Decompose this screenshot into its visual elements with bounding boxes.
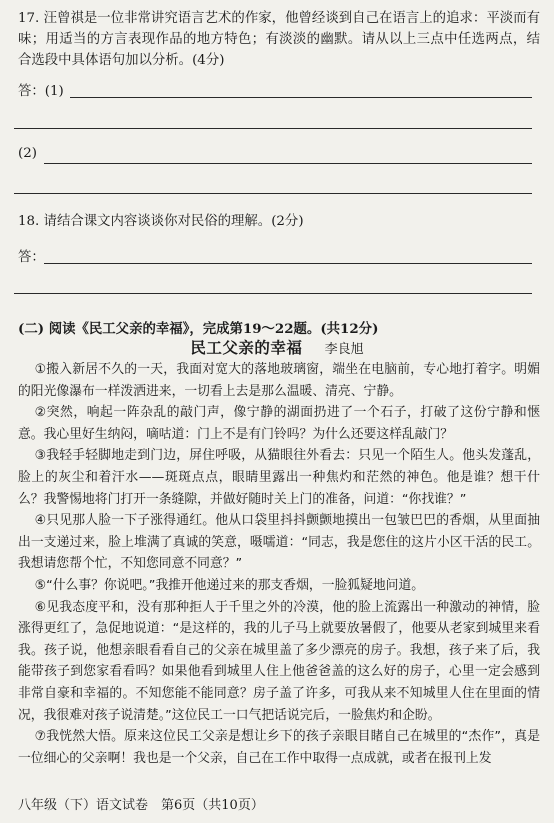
- answer-line: [14, 293, 532, 294]
- paragraph-7: ⑦我恍然大悟。原来这位民工父亲是想让乡下的孩子亲眼目睹自己在城里的“杰作”，真是一位细心的父亲啊！我也是一个父亲，自己在工作中取得一点成就，或者在报刊上发: [18, 729, 540, 766]
- answer-line: [44, 263, 532, 264]
- question-18: 18. 请结合课文内容谈谈你对民俗的理解。(2分): [18, 214, 304, 229]
- answer-label-17-2: (2): [18, 146, 37, 161]
- article-title-row: [0, 336, 554, 358]
- answer-label-17-1: 答：(1): [18, 84, 64, 99]
- answer-label-18: 答：: [18, 250, 45, 265]
- paragraph-2: ②突然，响起一阵杂乱的敲门声，像宁静的湖面扔进了一个石子，打破了这份宁静和惬意。我心里好生纳闷，嘀咕道：门上不是有门铃吗？为什么还要这样乱敲门？: [18, 405, 540, 442]
- answer-line: [70, 97, 532, 98]
- answer-row-17-2: [18, 146, 532, 166]
- page-footer: 八年级（下）语文试卷 第6页（共10页）: [18, 798, 264, 813]
- paragraph-1: ①搬入新居不久的一天，我面对宽大的落地玻璃窗，端坐在电脑前，专心地打着字。明媚的阳光像瀑布一样泼洒进来，一切看上去是那么温暖、清亮、宁静。: [18, 362, 540, 399]
- answer-line: [44, 163, 532, 164]
- paragraph-4: ④只见那人脸一下子涨得通红。他从口袋里抖抖颤颤地摸出一包皱巴巴的香烟，从里面抽出一支递过来，脸上堆满了真诚的笑意，嗫嚅道：“同志，我是您住的这片小区干活的民工。我想请您帮个忙，不知您同意不同意？”: [18, 513, 540, 572]
- section-heading: (二) 阅读《民工父亲的幸福》，完成第19～22题。(共12分): [18, 321, 379, 337]
- answer-row-18: [18, 246, 532, 266]
- paragraph-3: ③我轻手轻脚地走到门边，屏住呼吸，从猫眼往外看去：只见一个陌生人。他头发蓬乱，脸上的灰尘和着汗水——斑斑点点，眼睛里露出一种焦灼和茫然的神色。他是谁？想干什么？我警惕地将门打开一条缝隙，并做好随时关上门的准备，问道：“你找谁？”: [18, 448, 540, 507]
- paragraph-6: ⑥见我态度平和，没有那种拒人于千里之外的冷漠，他的脸上流露出一种激动的神情，脸涨得更红了，急促地说道：“是这样的，我的儿子马上就要放暑假了，他要从老家到城里来看我。孩子说，他想亲眼看看自己的父亲在城里盖了多少漂亮的房子。我想，孩子来了后，我能带孩子到您家看看吗？如果他看到城里人住上他爸爸盖的这么好的房子，心里一定会感到非常自豪和幸福的。不知您能不能同意？房子盖了许多，可我从来不知城里人住在里面的情况，我很难对孩子说清楚。”这位民工一口气把话说完后，一脸焦灼和企盼。: [18, 599, 540, 723]
- article-body: [18, 359, 540, 769]
- question-17: 17. 汪曾祺是一位非常讲究语言艺术的作家，他曾经谈到自己在语言上的追求：平淡而有味；用适当的方言表现作品的地方特色；有淡淡的幽默。请从以上三点中任选两点，结合选段中具体语句加以分析。(4分): [18, 11, 540, 68]
- answer-row-17-1: [18, 80, 532, 100]
- answer-line: [14, 193, 532, 194]
- paragraph-5: ⑤“什么事？你说吧。”我推开他递过来的那支香烟，一脸狐疑地问道。: [34, 577, 425, 593]
- article-title: 民工父亲的幸福: [190, 338, 303, 357]
- article-author: 李良旭: [324, 342, 364, 357]
- answer-line: [14, 128, 532, 129]
